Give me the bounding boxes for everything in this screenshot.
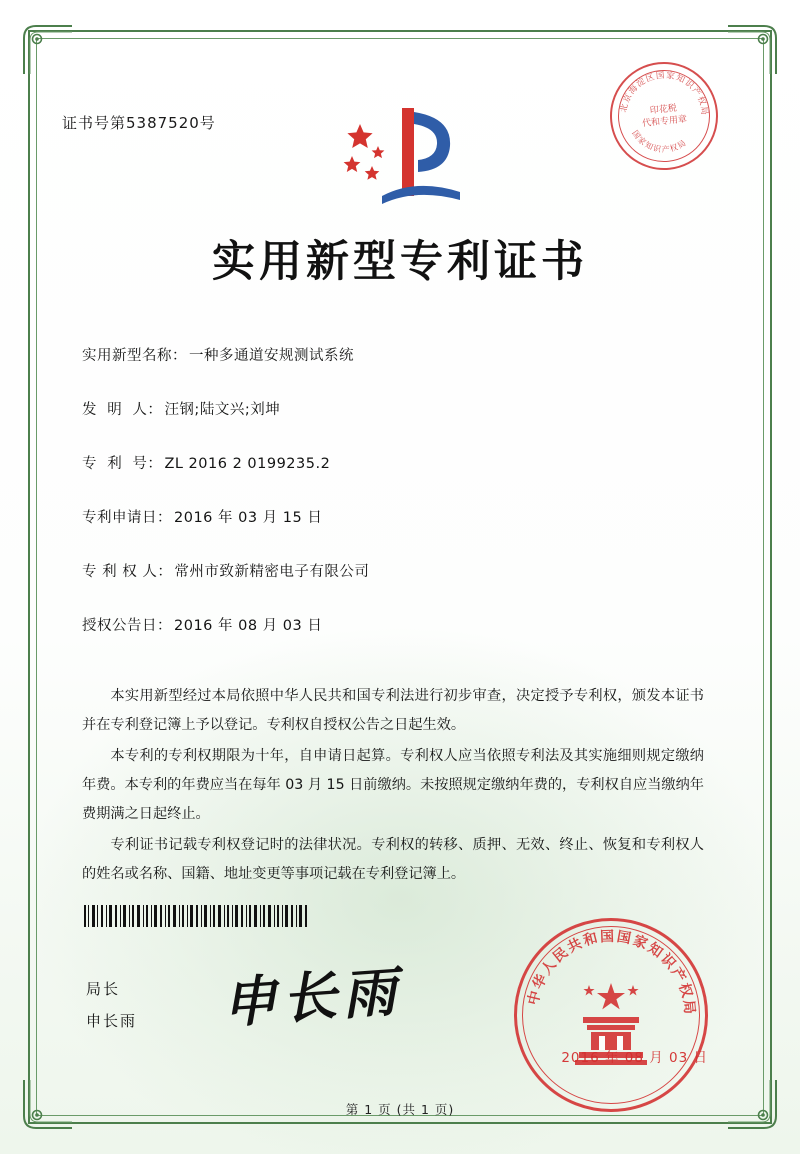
field-row bbox=[82, 614, 722, 635]
page-footer: 第 1 页 (共 1 页) bbox=[345, 1102, 455, 1117]
body-paragraph: 专利证书记载专利权登记时的法律状况。专利权的转移、质押、无效、终止、恢复和专利权人的姓名或名称、国籍、地址变更等事项记载在专利登记簿上。 bbox=[82, 837, 704, 882]
seal-arc-text bbox=[607, 59, 721, 173]
svg-text:北京海淀区国家知识产权局: 北京海淀区国家知识产权局 bbox=[618, 70, 710, 117]
corner-ornament-icon bbox=[726, 24, 778, 76]
svg-text:国家知识产权局: 国家知识产权局 bbox=[630, 128, 689, 155]
barcode-icon bbox=[84, 905, 309, 927]
cnipa-logo-icon bbox=[330, 100, 470, 210]
director-name: 申长雨 bbox=[86, 1012, 138, 1030]
field-label: 专利申请日： bbox=[82, 510, 172, 526]
national-seal bbox=[514, 918, 708, 1112]
certificate-fields bbox=[82, 344, 722, 668]
field-label: 实用新型名称： bbox=[82, 348, 187, 364]
field-label: 授权公告日： bbox=[82, 618, 172, 634]
field-value: 2016 年 08 月 03 日 bbox=[174, 618, 323, 634]
field-label: 专 利 权 人： bbox=[82, 564, 173, 580]
corner-ornament-icon bbox=[22, 24, 74, 76]
field-value: 常州市致新精密电子有限公司 bbox=[174, 564, 370, 580]
handwritten-signature: 申长雨 bbox=[220, 958, 405, 1036]
field-label: 专 利 号： bbox=[82, 456, 163, 472]
field-value: 一种多通道安规测试系统 bbox=[189, 348, 354, 364]
svg-text:中华人民共和国国家知识产权局: 中华人民共和国国家知识产权局 bbox=[525, 928, 698, 1017]
body-paragraph: 本专利的专利权期限为十年，自申请日起算。专利权人应当依照专利法及其实施细则规定缴纳年费。本专利的年费应当在每年 03 月 15 日前缴纳。未按照规定缴纳年费的，专利权自应当缴纳年费期满之日起终止。 bbox=[82, 748, 704, 822]
field-row bbox=[82, 452, 722, 473]
director-label: 局长 bbox=[86, 980, 121, 998]
field-value: ZL 2016 2 0199235.2 bbox=[164, 456, 331, 472]
tax-stamp-seal bbox=[605, 57, 724, 176]
seal-date: 2016 年 08 月 03 日 bbox=[561, 1050, 708, 1066]
field-row bbox=[82, 398, 722, 419]
seal-graphic-icon bbox=[517, 921, 705, 1109]
field-row bbox=[82, 344, 722, 365]
certificate-number: 证书号第5387520号 bbox=[62, 114, 216, 132]
body-paragraph: 本实用新型经过本局依照中华人民共和国专利法进行初步审查，决定授予专利权，颁发本证书并在专利登记簿上予以登记。专利权自授权公告之日起生效。 bbox=[82, 688, 704, 733]
seal-center-line-2: 代和专用章 bbox=[641, 114, 688, 130]
field-row bbox=[82, 560, 722, 581]
certificate-body bbox=[82, 682, 704, 891]
page-title: 实用新型专利证书 bbox=[212, 237, 588, 287]
field-value: 2016 年 03 月 15 日 bbox=[174, 510, 323, 526]
seal-center-line-1: 印花税 bbox=[649, 103, 678, 117]
field-value: 汪钢;陆文兴;刘坤 bbox=[164, 402, 281, 418]
field-label: 发 明 人： bbox=[82, 402, 163, 418]
field-row bbox=[82, 506, 722, 527]
